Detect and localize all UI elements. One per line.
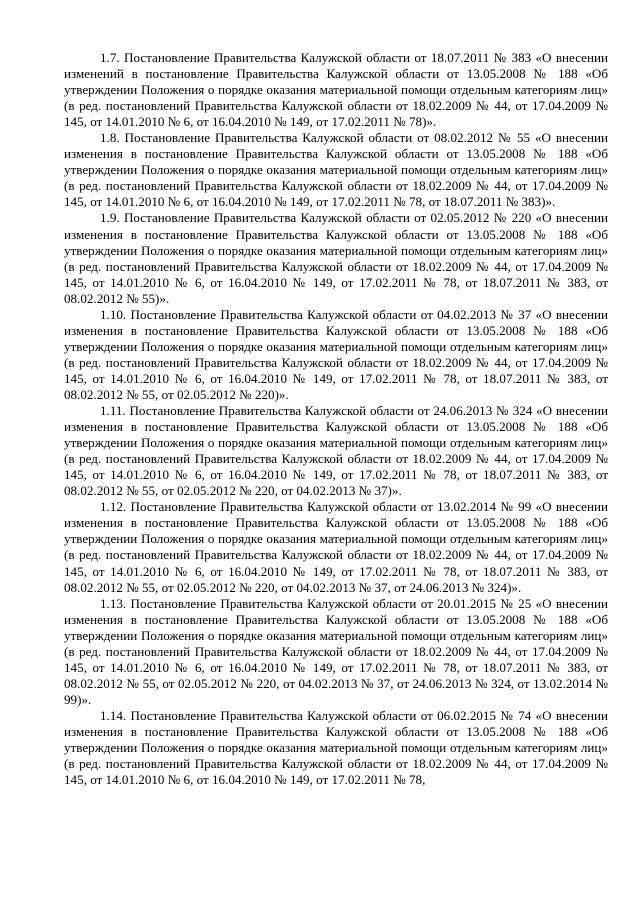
resolution-entry-1-10: 1.10. Постановление Правительства Калужской области от 04.02.2013 № 37 «О внесении изменения в постановление Правительства Калужской области от 13.05.2008 № 188 «Об утверждении Положения о порядке оказания материальной помощи отдельным категориям лиц» (в ред. постановлений Правительства Калужской области от 18.02.2009 № 44, от 17.04.2009 № 145, от 14.01.2010 № 6, от 16.04.2010 № 149, от 17.02.2011 № 78, от 18.07.2011 № 383, от 08.02.2012 № 55, от 02.05.2012 № 220)». bbox=[64, 306, 608, 402]
resolution-entry-1-13: 1.13. Постановление Правительства Калужской области от 20.01.2015 № 25 «О внесении изменения в постановление Правительства Калужской области от 13.05.2008 № 188 «Об утверждении Положения о порядке оказания материальной помощи отдельным категориям лиц» (в ред. постановлений Правительства Калужской области от 18.02.2009 № 44, от 17.04.2009 № 145, от 14.01.2010 № 6, от 16.04.2010 № 149, от 17.02.2011 № 78, от 18.07.2011 № 383, от 08.02.2012 № 55, от 02.05.2012 № 220, от 04.02.2013 № 37, от 24.06.2013 № 324, от 13.02.2014 № 99)». bbox=[64, 595, 608, 707]
resolution-entry-1-12: 1.12. Постановление Правительства Калужской области от 13.02.2014 № 99 «О внесении изменения в постановление Правительства Калужской области от 13.05.2008 № 188 «Об утверждении Положения о порядке оказания материальной помощи отдельным категориям лиц» (в ред. постановлений Правительства Калужской области от 18.02.2009 № 44, от 17.04.2009 № 145, от 14.01.2010 № 6, от 16.04.2010 № 149, от 17.02.2011 № 78, от 18.07.2011 № 383, от 08.02.2012 № 55, от 02.05.2012 № 220, от 04.02.2013 № 37, от 24.06.2013 № 324)». bbox=[64, 499, 608, 595]
resolution-entry-1-14: 1.14. Постановление Правительства Калужской области от 06.02.2015 № 74 «О внесении изменения в постановление Правительства Калужской области от 13.05.2008 № 188 «Об утверждении Положения о порядке оказания материальной помощи отдельным категориям лиц» (в ред. постановлений Правительства Калужской области от 18.02.2009 № 44, от 17.04.2009 № 145, от 14.01.2010 № 6, от 16.04.2010 № 149, от 17.02.2011 № 78, bbox=[64, 707, 608, 788]
resolution-entry-1-11: 1.11. Постановление Правительства Калужской области от 24.06.2013 № 324 «О внесении изменения в постановление Правительства Калужской области от 13.05.2008 № 188 «Об утверждении Положения о порядке оказания материальной помощи отдельным категориям лиц» (в ред. постановлений Правительства Калужской области от 18.02.2009 № 44, от 17.04.2009 № 145, от 14.01.2010 № 6, от 16.04.2010 № 149, от 17.02.2011 № 78, от 18.07.2011 № 383, от 08.02.2012 № 55, от 02.05.2012 № 220, от 04.02.2013 № 37)». bbox=[64, 403, 608, 499]
resolution-entry-1-9: 1.9. Постановление Правительства Калужской области от 02.05.2012 № 220 «О внесении изменения в постановление Правительства Калужской области от 13.05.2008 № 188 «Об утверждении Положения о порядке оказания материальной помощи отдельным категориям лиц» (в ред. постановлений Правительства Калужской области от 18.02.2009 № 44, от 17.04.2009 № 145, от 14.01.2010 № 6, от 16.04.2010 № 149, от 17.02.2011 № 78, от 18.07.2011 № 383, от 08.02.2012 № 55)». bbox=[64, 210, 608, 306]
document-page bbox=[64, 50, 608, 788]
resolution-entry-1-7: 1.7. Постановление Правительства Калужской области от 18.07.2011 № 383 «О внесении изменений в постановление Правительства Калужской области от 13.05.2008 № 188 «Об утверждении Положения о порядке оказания материальной помощи отдельным категориям лиц» (в ред. постановлений Правительства Калужской области от 18.02.2009 № 44, от 17.04.2009 № 145, от 14.01.2010 № 6, от 16.04.2010 № 149, от 17.02.2011 № 78)». bbox=[64, 50, 608, 130]
resolution-entry-1-8: 1.8. Постановление Правительства Калужской области от 08.02.2012 № 55 «О внесении изменения в постановление Правительства Калужской области от 13.05.2008 № 188 «Об утверждении Положения о порядке оказания материальной помощи отдельным категориям лиц» (в ред. постановлений Правительства Калужской области от 18.02.2009 № 44, от 17.04.2009 № 145, от 14.01.2010 № 6, от 16.04.2010 № 149, от 17.02.2011 № 78, от 18.07.2011 № 383)». bbox=[64, 130, 608, 210]
